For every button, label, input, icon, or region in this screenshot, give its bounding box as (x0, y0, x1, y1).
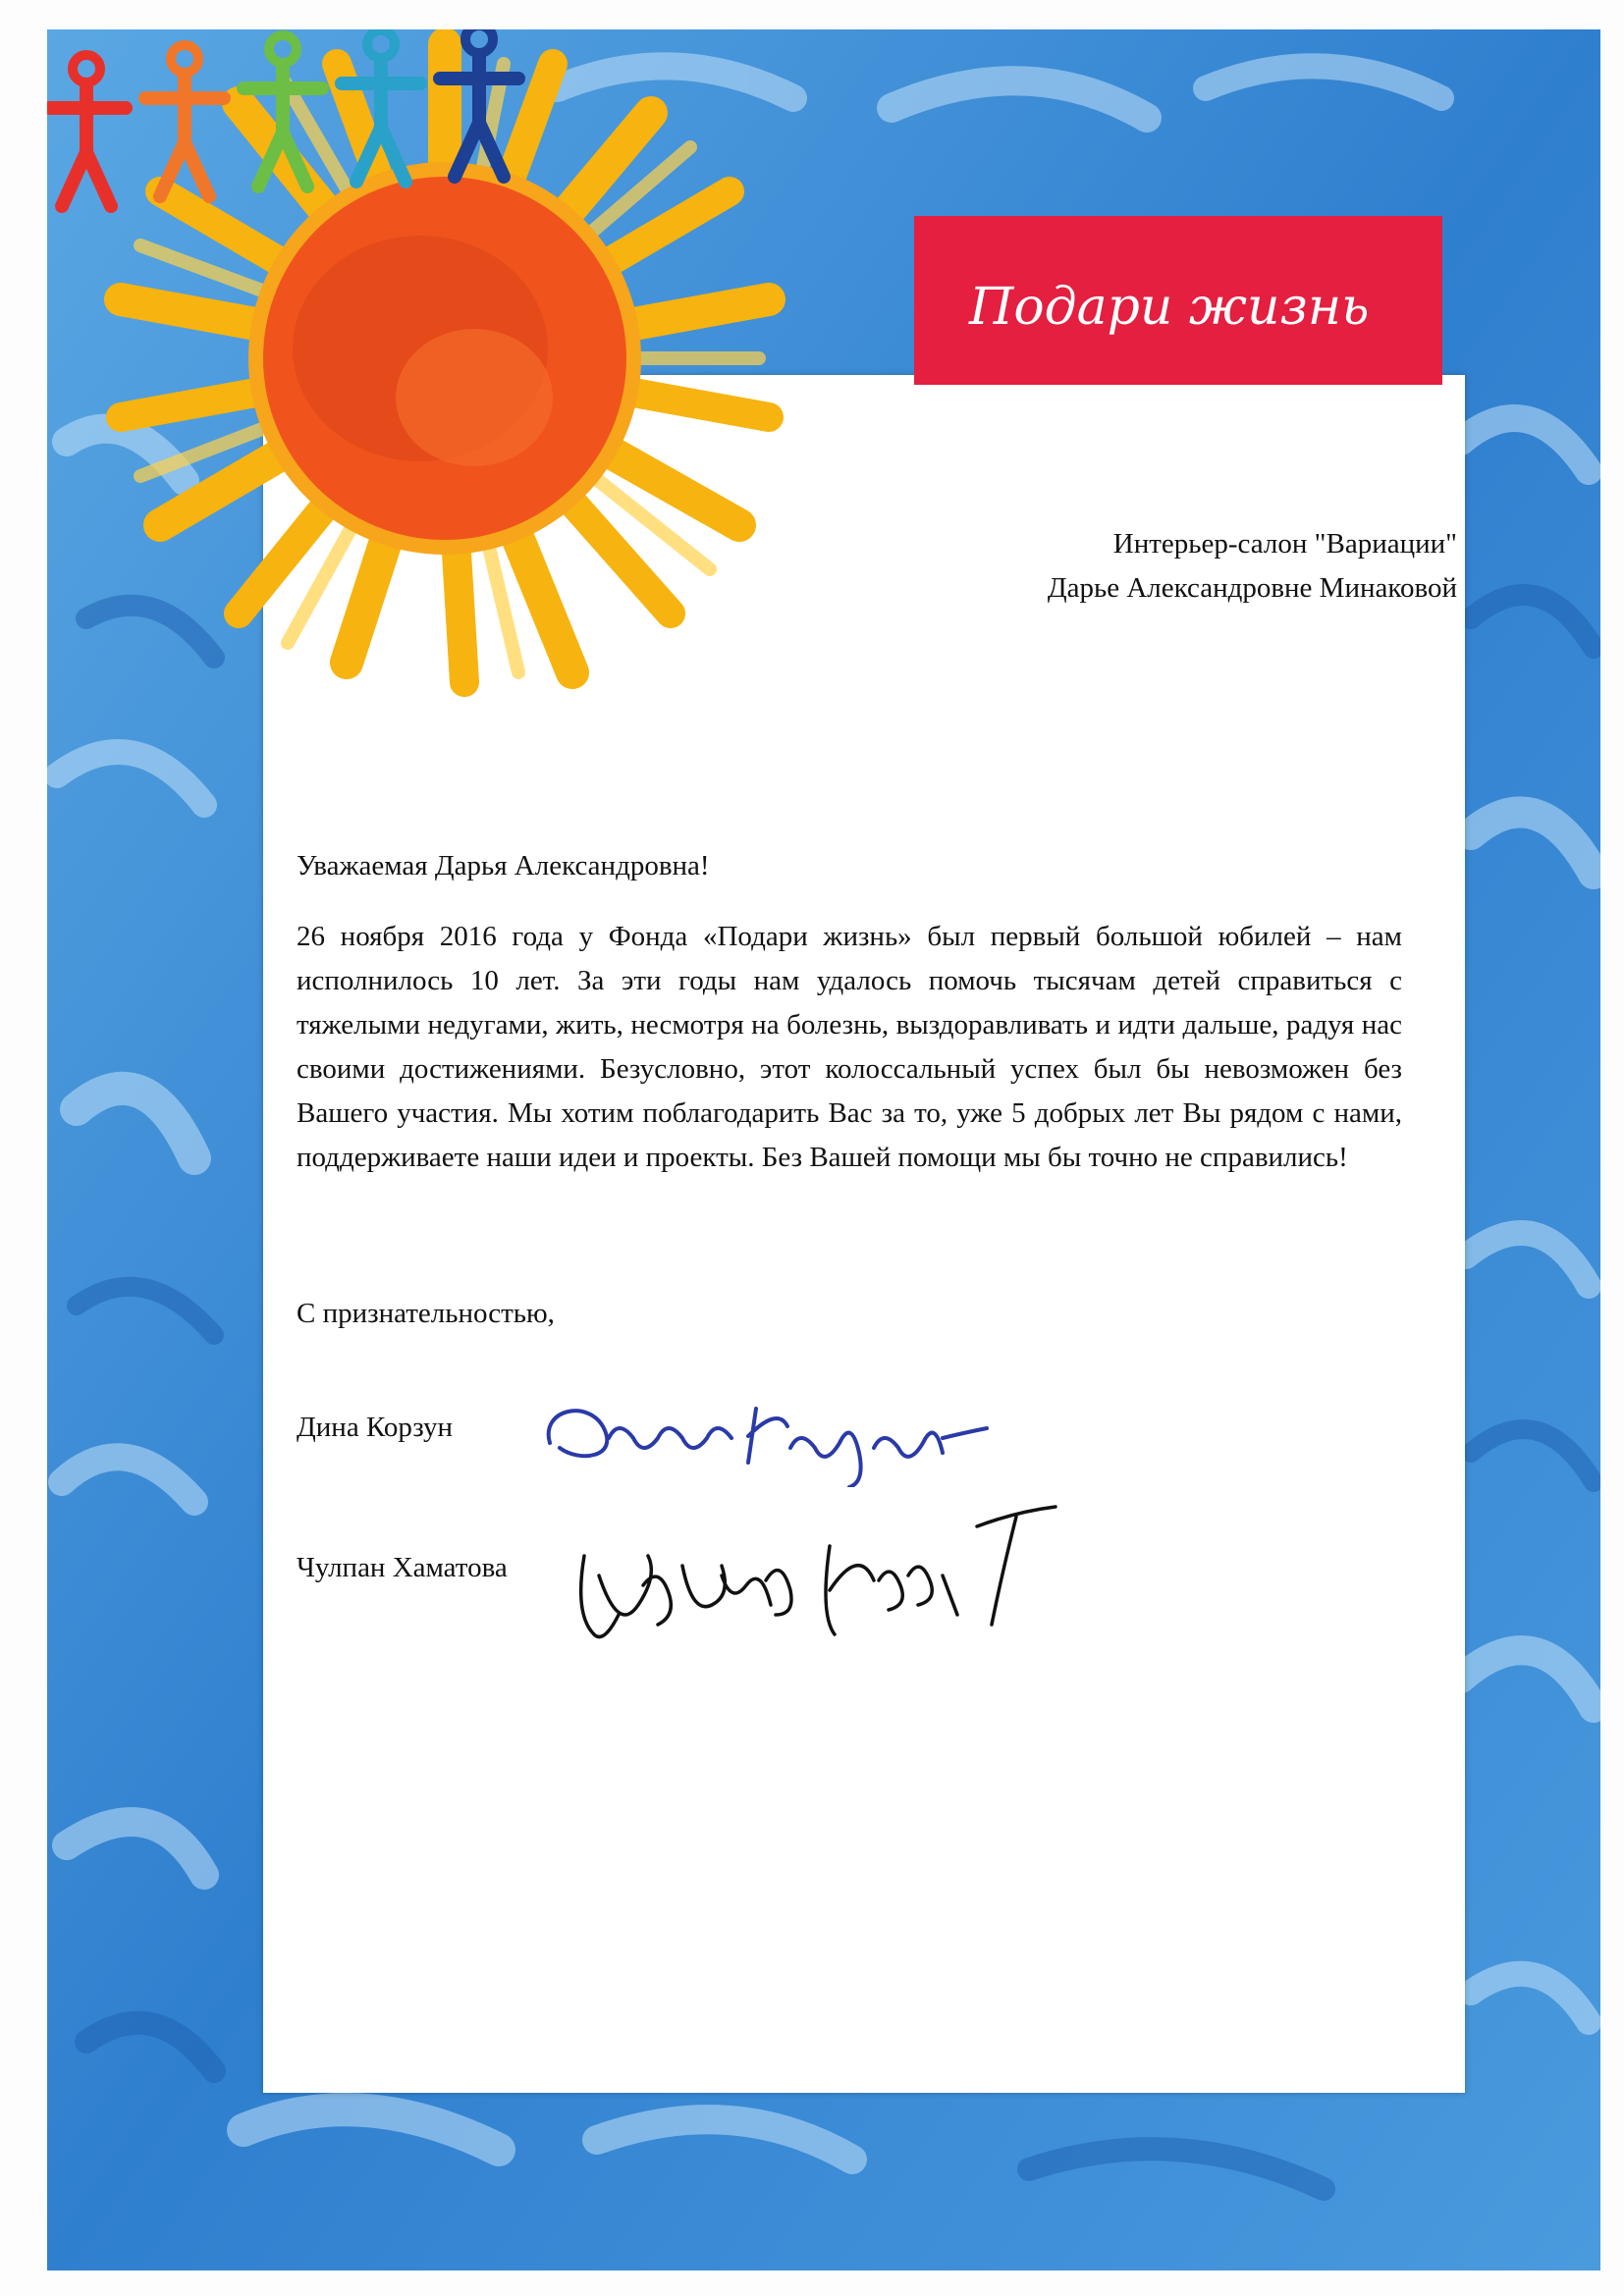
signer-name-khamatova: Чулпан Хаматова (297, 1552, 508, 1583)
signature-korzun (530, 1369, 1001, 1487)
recipient-person: Дарье Александровне Минаковой (1047, 572, 1457, 604)
recipient-block (1048, 522, 1457, 611)
closing: С признательностью, (297, 1298, 555, 1329)
signer-name-korzun: Дина Корзун (297, 1412, 454, 1443)
recipient-company: Интерьер-салон "Вариации" (1112, 528, 1457, 560)
logo-banner (914, 216, 1442, 385)
podari-zhizn-logo (914, 216, 1442, 385)
children-logo-illustration (47, 29, 656, 236)
signature-khamatova (555, 1487, 1085, 1683)
svg-text:Подари жизнь: Подари жизнь (969, 278, 1370, 337)
letter-body: 26 ноября 2016 года у Фонда «Подари жизнь» был первый большой юбилей – нам исполнилось 10 лет. За эти годы нам удалось помочь тысячам детей справиться с тяжелыми недугами, жить, несмотря на болезнь, выздоравливать и идти дальше, радуя нас своими достижениями. Безусловно, этот колоссальный успех был бы невозможен без Вашего участия. Мы хотим поблагодарить Вас за то, уже 5 добрых лет Вы рядом с нами, поддерживаете наши идеи и проекты. Без Вашей помощи мы бы точно не справились! (297, 921, 1402, 1173)
salutation: Уважаемая Дарья Александровна! (297, 850, 710, 881)
